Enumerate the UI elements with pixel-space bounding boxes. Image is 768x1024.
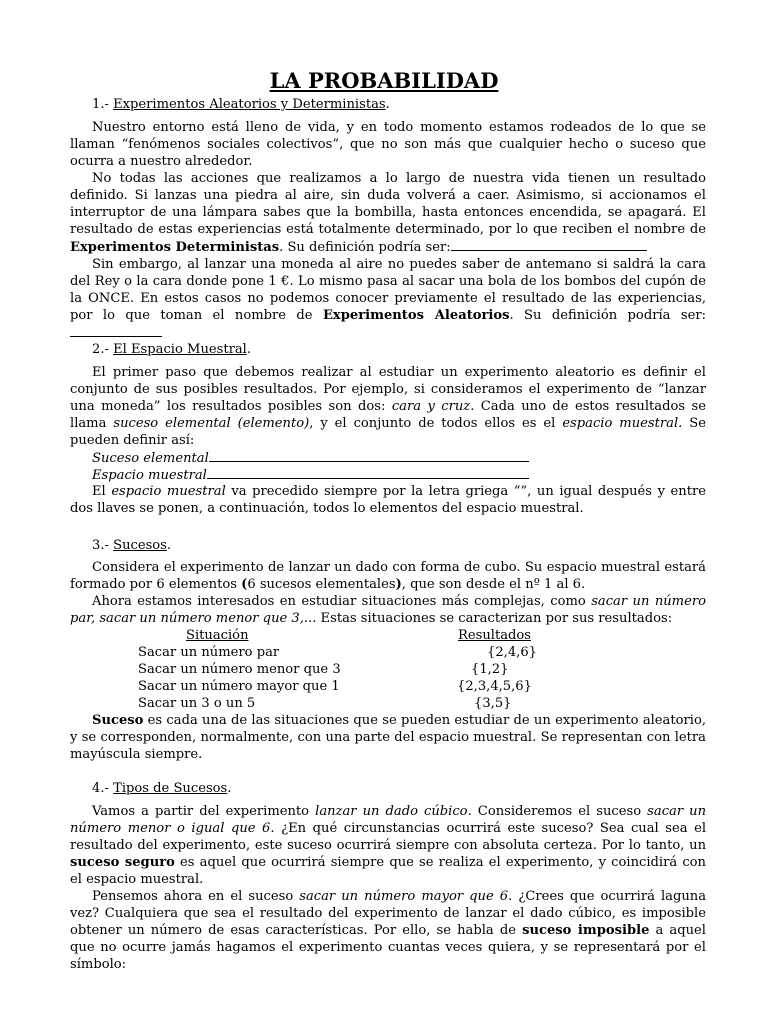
- s2-p1-text-d: . Se pueden definir así:: [70, 416, 706, 448]
- s3-p3-bold: Suceso: [92, 713, 144, 728]
- table-header-resultados: Resultados: [458, 628, 532, 643]
- s4-p2-text-a: Pensemos ahora en el suceso: [92, 889, 300, 904]
- section-1-heading-dot: .: [385, 97, 390, 112]
- table-cell-situation: Sacar un 3 o un 5: [138, 696, 256, 711]
- section-4-heading-text: Tipos de Sucesos: [113, 781, 228, 796]
- table-cell-situation: Sacar un número menor que 3: [138, 662, 341, 677]
- section-2-heading: [92, 341, 692, 358]
- section-3-heading: [92, 537, 692, 554]
- definition-row-suceso-elemental: [92, 449, 529, 467]
- section-1-heading-text: Experimentos Aleatorios y Deterministas: [113, 97, 386, 112]
- section-2-body: [70, 364, 706, 449]
- section-3-body: [70, 559, 706, 627]
- section-4-number: 4.-: [92, 781, 114, 796]
- table-row: [0, 661, 768, 678]
- s3-p1-text-a: Considera el experimento de lanzar un dado con forma de cubo. Su espacio muestral estará formado por 6 elementos: [70, 560, 706, 592]
- section-2-number: 2.-: [92, 342, 114, 357]
- definition-row-espacio-muestral: [92, 466, 529, 484]
- section-2-heading-text: El Espacio Muestral: [113, 342, 247, 357]
- s4-p1-italic-1: lanzar un dado cúbico: [315, 804, 468, 819]
- section-3-paragraph-1: [70, 559, 706, 593]
- section-1-heading: [92, 96, 692, 113]
- page-title: LA PROBABILIDAD: [269, 68, 499, 93]
- s4-p2-italic: sacar un número mayor que 6: [299, 889, 509, 904]
- section-4-body: [70, 803, 706, 973]
- s2-p2-text-b: va precedido siempre por la letra griega “: [225, 484, 521, 499]
- section-2-heading-dot: .: [246, 342, 252, 357]
- s4-p1-italic-2: sacar un número menor o igual que 6: [70, 804, 707, 836]
- s4-p1-text-d: es aquel que ocurrirá siempre que se realiza el experimento, y coincidirá con el espacio muestral.: [70, 855, 706, 887]
- section-1-paragraph-1: Nuestro entorno está lleno de vida, y en todo momento estamos rodeados de lo que se llaman “fenómenos sociales colectivos”, que no son más que cualquier hecho o suceso que ocurra a nuestro alrededor.: [70, 120, 706, 169]
- s2-p1-italic-1: cara y cruz: [391, 399, 471, 414]
- section-3-body-2: [70, 712, 706, 763]
- section-3-paragraph-3: [70, 712, 706, 763]
- definition-blank-aleatorios[interactable]: [70, 324, 162, 337]
- s4-p2-text-b: . ¿Crees que ocurrirá laguna vez? Cualquiera que sea el resultado del experimento de lanzar el dado cúbico, es imposible obtener un número de esas características. Por ello, se habla de: [70, 889, 706, 938]
- s1-p3-text-b: . Su definición podría ser:: [509, 308, 706, 323]
- section-1-body: [70, 119, 706, 342]
- s3-p1-paren-close: ): [395, 577, 402, 592]
- table-cell-result: {3,5}: [474, 696, 512, 711]
- table-cell-result: {1,2}: [471, 662, 509, 677]
- section-2-paragraph-2: [70, 483, 706, 517]
- section-3-paragraph-2: [70, 593, 706, 627]
- s1-p3-text-a: Sin embargo, al lanzar una moneda al aire no puedes saber de antemano si saldrá la cara del Rey o la cara donde pone 1 €. Lo mismo pasa al sacar una bola de los bombos del cupón de la ONCE. En estos casos no podemos conocer previamente el resultado de las experiencias, por lo que toman el nombre de: [70, 257, 706, 323]
- s2-p1-text-c: , y el conjunto de todos ellos es el: [309, 416, 563, 431]
- section-2-body-2: [70, 483, 706, 517]
- s3-p2-text-a: Ahora estamos interesados en estudiar situaciones más complejas, como: [92, 594, 592, 609]
- section-4-heading: [92, 780, 692, 797]
- def-label-espacio-muestral: Espacio muestral: [92, 468, 207, 483]
- s3-p1-paren-open: (: [241, 577, 248, 592]
- section-4-paragraph-1: [70, 803, 706, 888]
- s3-p1-text-b: 6 sucesos elementales: [247, 577, 396, 592]
- table-cell-result: {2,3,4,5,6}: [457, 679, 532, 694]
- s2-p2-text-a: El: [92, 484, 112, 499]
- table-cell-situation: Sacar un número mayor que 1: [138, 679, 340, 694]
- s3-p2-text-b: Estas situaciones se caracterizan por sus resultados:: [316, 611, 673, 626]
- section-1-paragraph-2: [70, 170, 706, 256]
- table-cell-result: {2,4,6}: [487, 645, 537, 660]
- s3-p3-text: es cada una de las situaciones que se pueden estudiar de un experimento aleatorio, y se corresponden, normalmente, con una parte del espacio muestral. Se representan con letra mayúscula siempre.: [70, 713, 706, 762]
- s4-p1-text-b: . Consideremos el suceso: [467, 804, 648, 819]
- section-1-paragraph-3: [70, 256, 706, 342]
- s2-p2-italic: espacio muestral: [111, 484, 226, 499]
- section-4-paragraph-2: [70, 888, 706, 973]
- section-3-heading-text: Sucesos: [113, 538, 167, 553]
- definition-blank-suceso-elemental[interactable]: [209, 449, 529, 462]
- s2-p2-text-c: ”, un igual después y entre dos llaves se ponen, a continuación, todos lo elementos del espacio muestral.: [70, 484, 706, 516]
- table-row: [0, 644, 768, 661]
- s4-p1-text-a: Vamos a partir del experimento: [92, 804, 316, 819]
- table-header-situacion: Situación: [186, 628, 249, 643]
- definition-blank-espacio-muestral[interactable]: [207, 466, 529, 479]
- table-row: [0, 695, 768, 712]
- section-3-number: 3.-: [92, 538, 114, 553]
- s1-p3-bold: Experimentos Aleatorios: [322, 308, 510, 323]
- s1-p2-text-a: No todas las acciones que realizamos a lo largo de nuestra vida tienen un resultado definido. Si lanzas una piedra al aire, sin duda volverá a caer. Asimismo, si accionamos el interruptor de una lámpara sabes que la bombilla, hasta entonces encendida, se apagará. El resultado de estas experiencias está totalmente determinado, por lo que reciben el nombre de: [70, 171, 706, 237]
- s2-p1-italic-3: espacio muestral: [562, 416, 679, 431]
- s1-p2-bold: Experimentos Deterministas: [70, 240, 280, 255]
- section-1-number: 1.-: [92, 97, 114, 112]
- s2-p1-text-a: El primer paso que debemos realizar al estudiar un experimento aleatorio es definir el conjunto de sus posibles resultados. Por ejemplo, si consideramos el experimento de “lanzar una moneda” los resultados posibles son dos:: [70, 365, 706, 414]
- definition-blank-deterministas[interactable]: [451, 238, 647, 251]
- table-header-row: [0, 627, 768, 644]
- s4-p1-text-c: . ¿En qué circunstancias ocurrirá este suceso? Sea cual sea el resultado del experimento, este suceso ocurrirá siempre con absoluta certeza. Por lo tanto, un: [70, 821, 707, 853]
- situations-table: [0, 627, 768, 712]
- s1-p2-text-b: . Su definición podría ser:: [279, 240, 451, 255]
- s4-p2-text-c: a aquel que no ocurre jamás hagamos el experimento cuantas veces quiera, y se representará por el símbolo:: [70, 923, 706, 972]
- s2-p1-italic-2: suceso elemental (elemento): [113, 416, 310, 431]
- s4-p1-bold: suceso seguro: [70, 855, 175, 870]
- section-3-heading-dot: .: [166, 538, 172, 553]
- s4-p2-bold: suceso imposible: [522, 923, 650, 938]
- table-cell-situation: Sacar un número par: [138, 645, 280, 660]
- s3-p1-text-c: , que son desde el nº 1 al 6.: [401, 577, 586, 592]
- s3-p2-italic: sacar un número par, sacar un número menor que 3,...: [70, 594, 706, 626]
- s2-p1-text-b: . Cada uno de estos resultados se llama: [70, 399, 706, 431]
- section-4-heading-dot: .: [227, 781, 232, 796]
- section-2-paragraph-1: [70, 364, 706, 449]
- table-row: [0, 678, 768, 695]
- def-label-suceso-elemental: Suceso elemental: [92, 451, 209, 466]
